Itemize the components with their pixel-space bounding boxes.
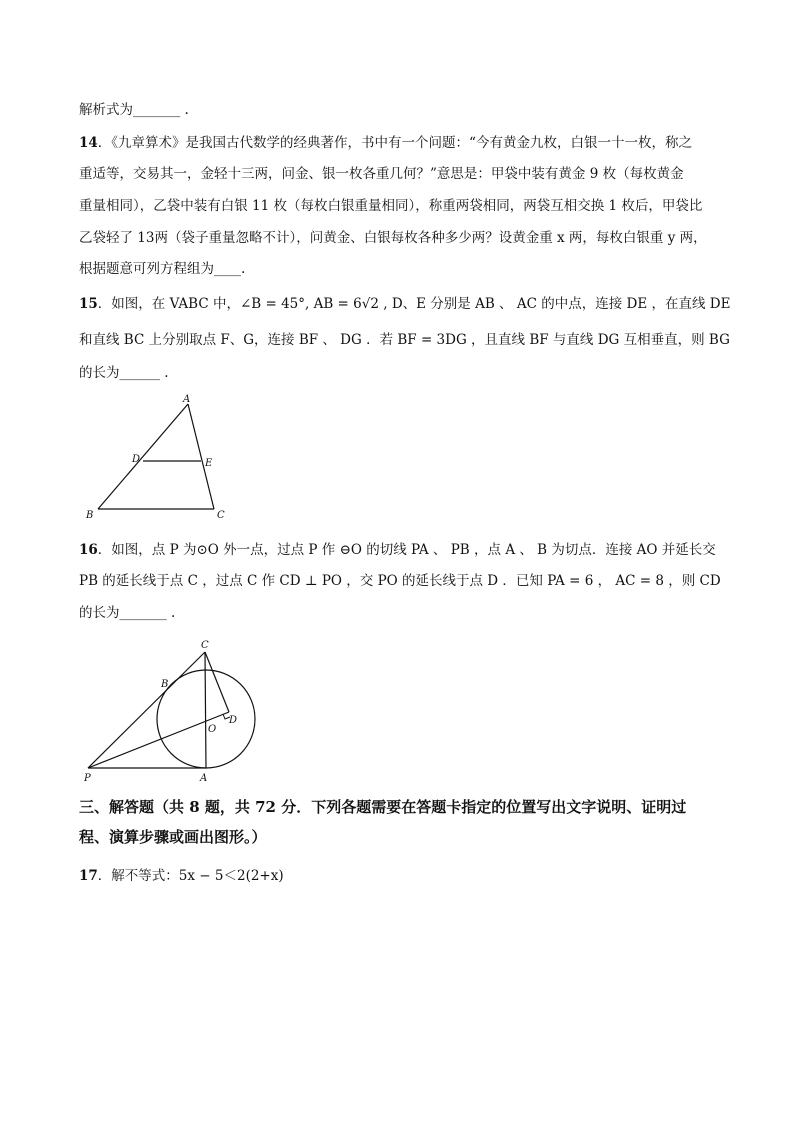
section-3-heading-line-1: 三、解答题（共 8 题，共 72 分．下列各题需要在答题卡指定的位置写出文字说明、证明过 (79, 798, 687, 816)
q15-line-3: 的长为______ . (79, 365, 169, 381)
q15-line-1: 15．如图，在 VABC 中，∠B = 45°, AB = 6√2 , D、E 分别是 AB 、 AC 的中点，连接 DE ，在直线 DE (79, 296, 731, 312)
q13-tail: 解析式为_______ . (79, 102, 189, 118)
label-B: B (161, 679, 169, 690)
segment-AB (98, 404, 188, 509)
q15-triangle-figure (80, 392, 240, 522)
q17-number: 17 (79, 868, 98, 884)
q16-number: 16 (79, 542, 98, 558)
q16-circle-figure (80, 635, 270, 785)
section-3-heading-line-2: 程、演算步骤或画出图形。） (79, 828, 267, 846)
segment-PC (88, 652, 205, 768)
label-D: D (229, 715, 238, 726)
segment-AC (188, 404, 214, 509)
q15-number: 15 (79, 296, 98, 312)
q16-line-1: 16．如图，点 P 为⊙O 外一点，过点 P 作 ⊖O 的切线 PA 、 PB ，点 A 、 B 为切点．连接 AO 并延长交 (79, 542, 716, 558)
q14-line-4: 乙袋轻了 13两（袋子重量忽略不计），问黄金、白银每枚各种多少两？设黄金重 x 两，每枚白银重 y 两， (79, 230, 707, 246)
label-C: C (201, 640, 209, 651)
q17-line: 17．解不等式：5x − 5＜2(2+x) (79, 868, 284, 884)
label-A: A (200, 773, 208, 784)
q15-line-2: 和直线 BC 上分别取点 F、G，连接 BF 、 DG ．若 BF = 3DG ，且直线 BF 与直线 DG 互相垂直，则 BG (79, 332, 730, 348)
label-B: B (86, 510, 94, 521)
q14-line-3: 重量相同），乙袋中装有白银 11 枚（每枚白银重量相同），称重两袋相同，两袋互相交换 1 枚后，甲袋比 (79, 198, 703, 214)
label-A: A (183, 394, 191, 405)
segment-AC (205, 652, 206, 768)
label-P: P (84, 773, 91, 784)
label-E: E (205, 458, 213, 469)
q14-line-5: 根据题意可列方程组为____. (79, 261, 246, 277)
label-O: O (208, 724, 217, 735)
q14-line-1: 14．《九章算术》是我国古代数学的经典著作，书中有一个问题：“今有黄金九枚，白银一十一枚，称之 (79, 135, 692, 151)
segment-CD (205, 652, 229, 712)
q14-number: 14 (79, 135, 98, 151)
q14-line-2: 重适等，交易其一，金轻十三两，问金、银一枚各重几何？”意思是：甲袋中装有黄金 9 枚（每枚黄金 (79, 166, 684, 182)
label-C: C (217, 510, 225, 521)
label-D: D (132, 454, 141, 465)
q16-line-2: PB 的延长线于点 C ，过点 C 作 CD ⊥ PO ，交 PO 的延长线于点 D ．已知 PA = 6 ， AC = 8 ，则 CD (79, 573, 721, 589)
q16-line-3: 的长为_______ . (79, 605, 176, 621)
segment-PD (88, 712, 229, 768)
